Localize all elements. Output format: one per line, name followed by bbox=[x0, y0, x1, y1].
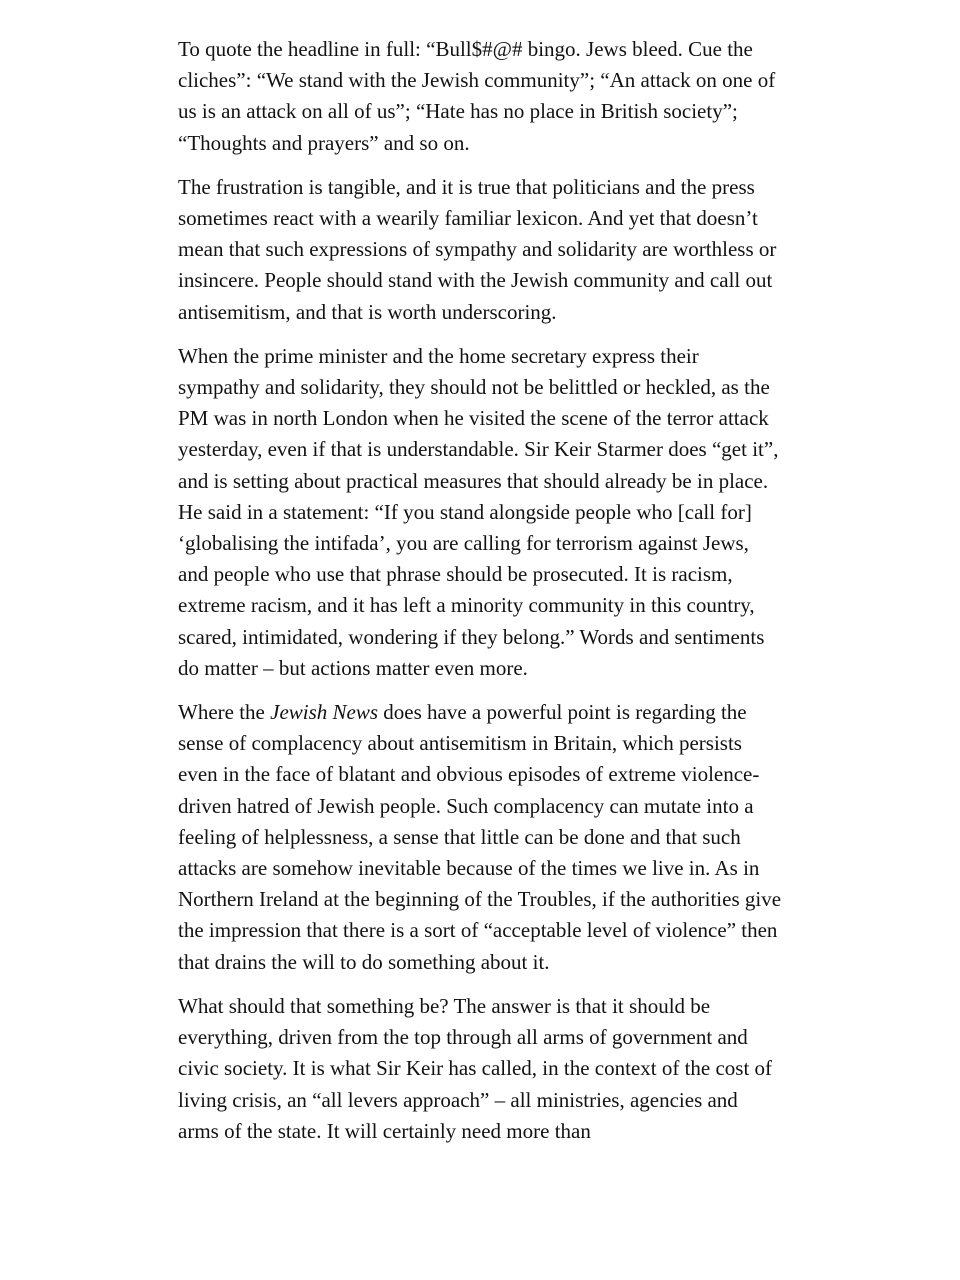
article-paragraph: The frustration is tangible, and it is true that politicians and the press sometimes react with a wearily familiar lexicon. And yet that doesn’t mean that such expressions of sympathy and solidarity are worthless or insincere. People should stand with the Jewish community and call out antisemitism, and that is worth underscoring. bbox=[178, 174, 777, 324]
paragraph-text-lead: Where the bbox=[178, 700, 271, 725]
publication-name-emphasis: Jewish News bbox=[270, 700, 379, 725]
article-paragraph bbox=[178, 697, 782, 978]
paragraph-text-rest: does have a powerful point is regarding the sense of complacency about antisemitism in Britain, which persists even in the face of blatant and obvious episodes of extreme violence-driven hatred of Jewish people. Such complacency can mutate into a feeling of helplessness, a sense that little can be done and that such attacks are somehow inevitable because of the times we live in. As in Northern Ireland at the beginning of the Troubles, if the authorities give the impression that there is a sort of “acceptable level of violence” then that drains the will to do something about it. bbox=[178, 700, 782, 974]
article-paragraph: What should that something be? The answer is that it should be everything, driven from the top through all arms of government and civic society. It is what Sir Keir has called, in the context of the cost of living crisis, an “all levers approach” – all ministries, agencies and arms of the state. It will certainly need more than bbox=[178, 993, 773, 1143]
article-body bbox=[178, 34, 782, 1160]
article-paragraph: To quote the headline in full: “Bull$#@# bingo. Jews bleed. Cue the cliches”: “We stand with the Jewish community”; “An attack on one of us is an attack on all of us”; “Hate has no place in British society”; “Thoughts and prayers” and so on. bbox=[178, 37, 776, 155]
article-paragraph: When the prime minister and the home secretary express their sympathy and solidarity, they should not be belittled or heckled, as the PM was in north London when he visited the scene of the terror attack yesterday, even if that is understandable. Sir Keir Starmer does “get it”, and is setting about practical measures that should already be in place. He said in a statement: “If you stand alongside people who [call for] ‘globalising the intifada’, you are calling for terrorism against Jews, and people who use that phrase should be prosecuted. It is racism, extreme racism, and it has left a minority community in this country, scared, intimidated, wondering if they belong.” Words and sentiments do matter – but actions matter even more. bbox=[178, 343, 779, 680]
